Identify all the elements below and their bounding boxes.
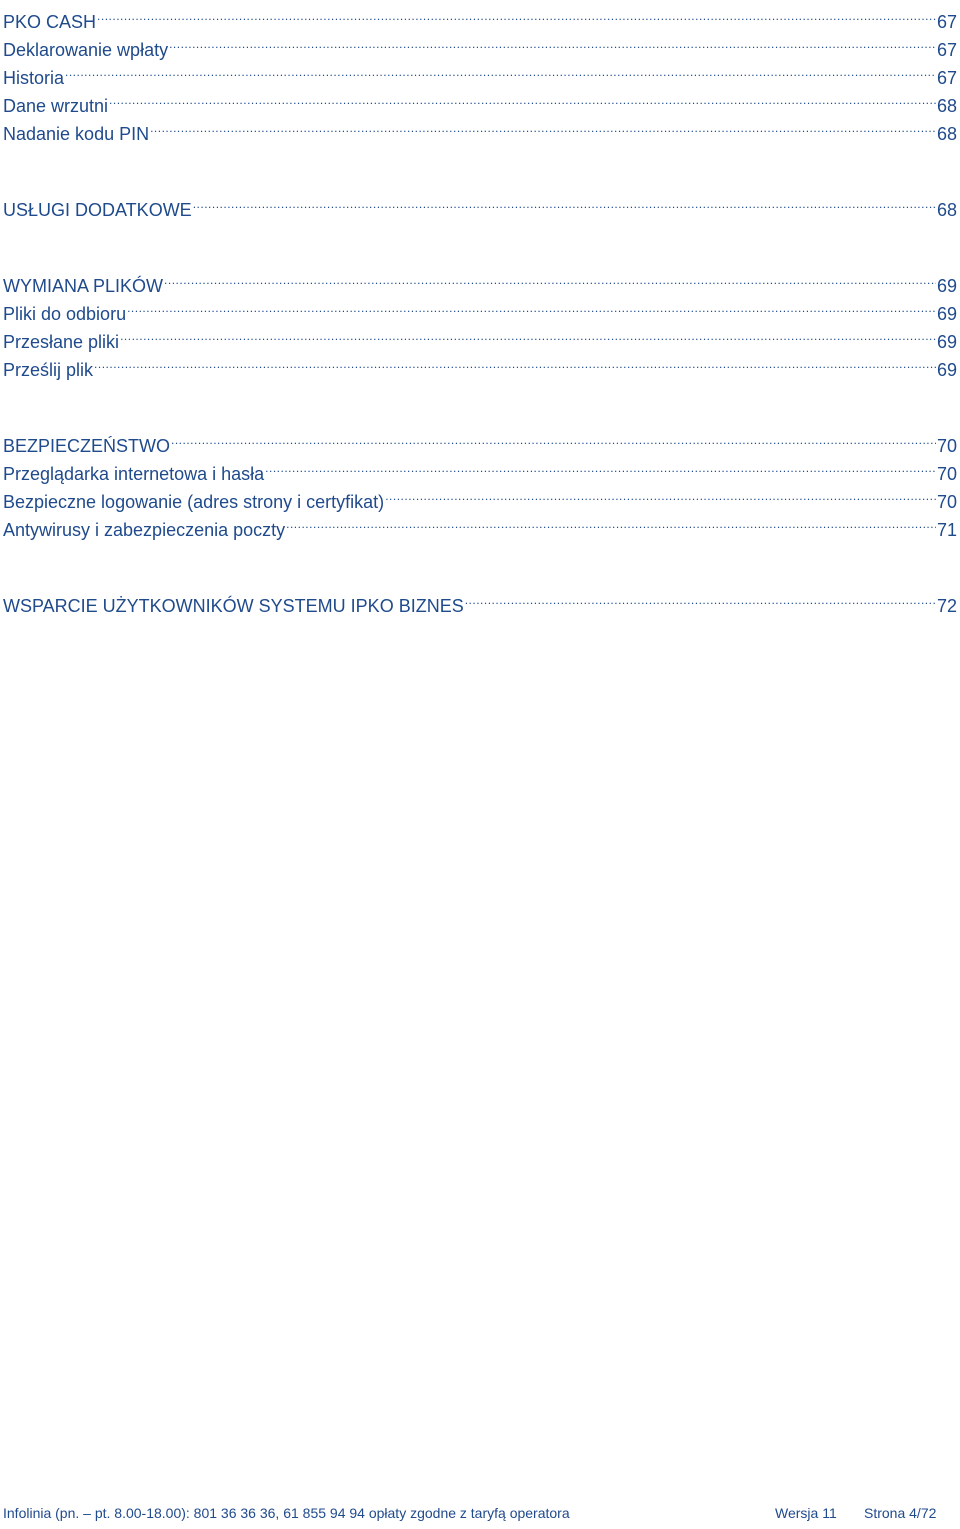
toc-dot-leader [169, 28, 936, 56]
toc-dot-leader [164, 264, 936, 292]
toc-dot-leader [109, 84, 936, 112]
toc-entry-label: PKO CASH [3, 12, 97, 32]
toc-entry-label: Deklarowanie wpłaty [3, 40, 169, 60]
toc-dot-leader [193, 188, 936, 216]
toc-entry-nadanie-kodu-pin[interactable] [3, 112, 957, 144]
toc-entry-page: 67 [936, 40, 957, 60]
toc-entry-page: 69 [936, 304, 957, 324]
toc-entry-label: Dane wrzutni [3, 96, 109, 116]
footer-page-number: Strona 4/72 [864, 1505, 937, 1521]
section-spacer [3, 376, 957, 424]
toc-dot-leader [65, 56, 936, 84]
toc-entry-page: 69 [936, 332, 957, 352]
toc-entry-label: WYMIANA PLIKÓW [3, 276, 164, 296]
toc-entry-page: 68 [936, 96, 957, 116]
toc-entry-page: 70 [936, 492, 957, 512]
toc-entry-label: Przesłane pliki [3, 332, 120, 352]
toc-dot-leader [265, 452, 936, 480]
toc-dot-leader [127, 292, 936, 320]
toc-entry-wymiana-plikow[interactable] [3, 264, 957, 296]
toc-entry-pliki-do-odbioru[interactable] [3, 292, 957, 324]
toc-entry-label: Przeglądarka internetowa i hasła [3, 464, 265, 484]
toc-entry-deklarowanie-wplaty[interactable] [3, 28, 957, 60]
toc-entry-page: 69 [936, 360, 957, 380]
toc-entry-label: BEZPIECZEŃSTWO [3, 436, 171, 456]
toc-dot-leader [385, 480, 936, 508]
toc-entry-page: 72 [936, 596, 957, 616]
toc-dot-leader [94, 348, 936, 376]
toc-entry-page: 70 [936, 436, 957, 456]
toc-entry-page: 68 [936, 200, 957, 220]
toc-entry-page: 71 [936, 520, 957, 540]
toc-entry-label: Historia [3, 68, 65, 88]
toc-entry-label: Antywirusy i zabezpieczenia poczty [3, 520, 286, 540]
toc-entry-pko-cash[interactable] [3, 0, 957, 32]
toc-entry-page: 68 [936, 124, 957, 144]
table-of-contents [3, 0, 957, 616]
toc-entry-wsparcie-uzytkownikow[interactable] [3, 584, 957, 616]
toc-entry-uslugi-dodatkowe[interactable] [3, 188, 957, 220]
toc-entry-label: Pliki do odbioru [3, 304, 127, 324]
toc-dot-leader [171, 424, 936, 452]
toc-dot-leader [120, 320, 936, 348]
toc-dot-leader [97, 0, 936, 28]
toc-entry-przeslij-plik[interactable] [3, 348, 957, 380]
footer-infoline: Infolinia (pn. – pt. 8.00-18.00): 801 36 36 36, 61 855 94 94 opłaty zgodne z taryfą operatora [3, 1505, 570, 1521]
toc-entry-page: 67 [936, 12, 957, 32]
toc-entry-label: Prześlij plik [3, 360, 94, 380]
footer-version: Wersja 11 [775, 1505, 837, 1521]
toc-entry-label: Bezpieczne logowanie (adres strony i certyfikat) [3, 492, 385, 512]
toc-entry-przeslane-pliki[interactable] [3, 320, 957, 352]
toc-entry-label: USŁUGI DODATKOWE [3, 200, 192, 220]
toc-entry-page: 70 [936, 464, 957, 484]
toc-entry-dane-wrzutni[interactable] [3, 84, 957, 116]
toc-entry-bezpieczenstwo[interactable] [3, 424, 957, 456]
toc-dot-leader [465, 584, 936, 612]
toc-entry-page: 67 [936, 68, 957, 88]
toc-entry-label: Nadanie kodu PIN [3, 124, 150, 144]
toc-entry-page: 69 [936, 276, 957, 296]
toc-entry-label: WSPARCIE UŻYTKOWNIKÓW SYSTEMU IPKO BIZNES [3, 596, 464, 616]
toc-dot-leader [286, 508, 936, 536]
toc-dot-leader [150, 112, 936, 140]
toc-entry-historia[interactable] [3, 56, 957, 88]
